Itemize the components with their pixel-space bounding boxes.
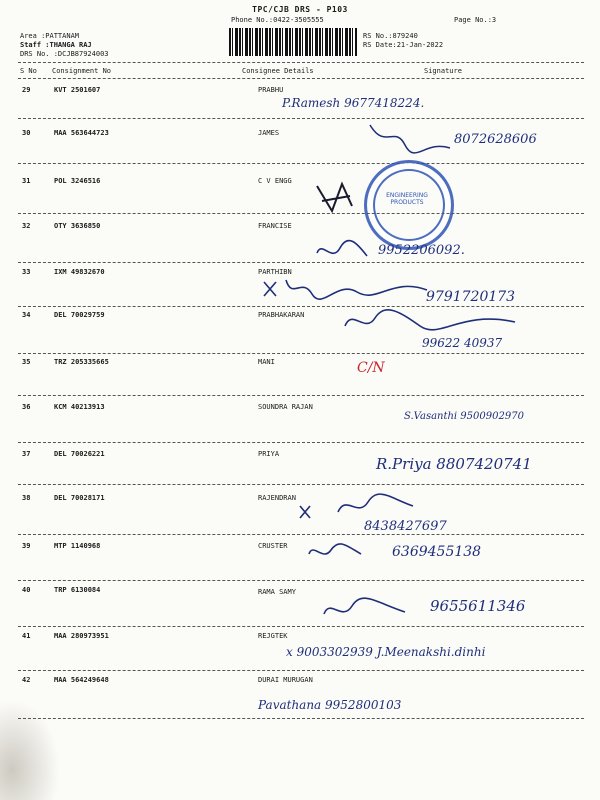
row-signature: P.Ramesh 9677418224.: [282, 96, 425, 110]
signature-scribble-icon: [298, 492, 418, 522]
row-consignment: DEL 70029759: [54, 311, 105, 319]
row-divider: [18, 442, 584, 443]
row-divider: [18, 353, 584, 354]
row-sno: 31: [22, 177, 31, 185]
row-consignment: IXM 49832670: [54, 268, 105, 276]
row-divider: [18, 118, 584, 119]
page-number: Page No.:3: [454, 16, 497, 24]
staff-label: Staff :THANGA RAJ: [20, 41, 92, 49]
report-title: TPC/CJB DRS - P103: [252, 5, 348, 14]
row-consignee: CRUSTER: [258, 542, 288, 550]
row-signature: S.Vasanthi 9500902970: [404, 411, 524, 422]
col-header-signature: Signature: [424, 67, 462, 75]
row-signature: 8438427697: [364, 519, 447, 534]
row-sno: 41: [22, 632, 31, 640]
row-consignee: FRANCISE: [258, 222, 292, 230]
row-consignee: SOUNDRA RAJAN: [258, 403, 313, 411]
signature-scribble-icon: [312, 176, 357, 216]
row-divider: [18, 670, 584, 671]
barcode-image: [229, 28, 357, 56]
row-divider: [18, 626, 584, 627]
row-consignment: MAA 563644723: [54, 129, 109, 137]
col-header-consignee: Consignee Details: [242, 67, 314, 75]
row-divider: [18, 534, 584, 535]
signature-scribble-icon: [312, 238, 372, 264]
col-header-consignment: Consignment No: [52, 67, 112, 75]
row-sno: 36: [22, 403, 31, 411]
row-consignee: PRIYA: [258, 450, 280, 458]
row-divider: [18, 484, 584, 485]
row-signature: 99622 40937: [422, 336, 503, 350]
row-divider: [18, 163, 584, 164]
row-consignment: MAA 280973951: [54, 632, 109, 640]
row-consignment: MAA 564249648: [54, 676, 109, 684]
area-label: Area :PATTANAM: [20, 32, 80, 40]
row-sno: 34: [22, 311, 31, 319]
row-consignment: DEL 70026221: [54, 450, 105, 458]
row-consignment: MTP 1140968: [54, 542, 101, 550]
row-sno: 39: [22, 542, 31, 550]
row-consignment: DEL 70028171: [54, 494, 105, 502]
header-divider: [18, 62, 584, 63]
row-consignee: RAJENDRAN: [258, 494, 296, 502]
signature-scribble-icon: [262, 272, 432, 302]
row-sno: 38: [22, 494, 31, 502]
row-divider: [18, 580, 584, 581]
row-consignee: JAMES: [258, 129, 280, 137]
row-sno: 32: [22, 222, 31, 230]
row-signature: 9952206092.: [378, 243, 465, 258]
signature-scribble-icon: [305, 540, 365, 564]
row-consignment: TRP 6130084: [54, 586, 101, 594]
row-consignee: PRABHU: [258, 86, 284, 94]
row-sno: 35: [22, 358, 31, 366]
row-divider: [18, 262, 584, 263]
rs-date: RS Date:21-Jan-2022: [363, 41, 444, 49]
row-consignee: DURAI MURUGAN: [258, 676, 313, 684]
row-consignee: MANI: [258, 358, 275, 366]
row-consignee: PARTHIBN: [258, 268, 292, 276]
drs-number: DRS No. :DCJB87924003: [20, 50, 109, 58]
row-consignment: OTY 3636850: [54, 222, 101, 230]
column-header-divider: [18, 78, 584, 79]
row-sno: 30: [22, 129, 31, 137]
row-consignment: KVT 2501607: [54, 86, 101, 94]
row-consignment: TRZ 205335665: [54, 358, 109, 366]
rs-number: RS No.:879240: [363, 32, 418, 40]
row-signature: R.Priya 8807420741: [376, 455, 532, 473]
row-consignee: RAMA SAMY: [258, 588, 296, 596]
row-consignment: KCM 40213913: [54, 403, 105, 411]
row-consignee: REJGTEK: [258, 632, 288, 640]
row-signature: 6369455138: [392, 544, 482, 560]
row-sno: 37: [22, 450, 31, 458]
row-sno: 42: [22, 676, 31, 684]
row-consignee: PRABHAKARAN: [258, 311, 305, 319]
row-consignee: C V ENGG: [258, 177, 292, 185]
row-consignment: POL 3246516: [54, 177, 101, 185]
signature-scribble-icon: [320, 596, 410, 624]
row-sno: 29: [22, 86, 31, 94]
row-signature: C/N: [357, 360, 385, 376]
row-divider: [18, 718, 584, 719]
row-signature: Pavathana 9952800103: [258, 698, 402, 712]
signature-scribble-icon: [365, 120, 455, 156]
stamp-text: ENGINEERING PRODUCTS: [386, 192, 428, 206]
row-signature: 8072628606: [454, 132, 537, 147]
row-sno: 33: [22, 268, 31, 276]
col-header-sno: S No: [20, 67, 37, 75]
row-sno: 40: [22, 586, 31, 594]
row-signature: 9791720173: [426, 289, 516, 305]
row-signature: 9655611346: [430, 597, 526, 615]
row-divider: [18, 395, 584, 396]
paper-stain: [0, 700, 60, 800]
row-divider: [18, 213, 584, 214]
phone-number: Phone No.:0422-3505555: [231, 16, 324, 24]
row-signature: x 9003302939 J.Meenakshi.dinhi: [286, 645, 486, 659]
signature-scribble-icon: [340, 306, 520, 336]
